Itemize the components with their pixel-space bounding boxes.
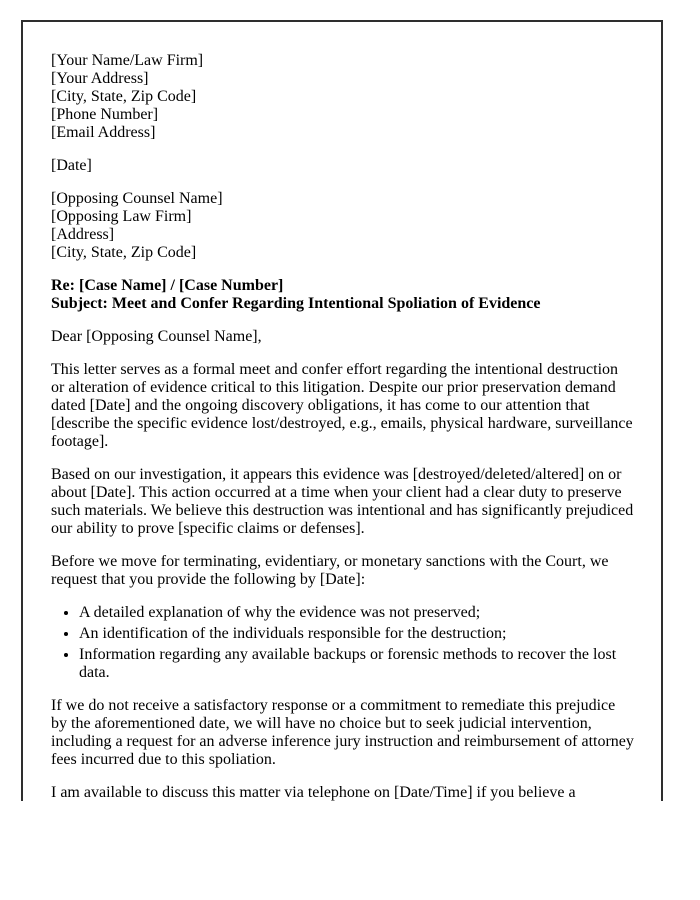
subject-line: Subject: Meet and Confer Regarding Intentional Spoliation of Evidence bbox=[51, 295, 541, 312]
recipient-block bbox=[51, 190, 635, 262]
reference-subject-block bbox=[51, 277, 635, 313]
sender-block bbox=[51, 52, 635, 142]
letter-document bbox=[21, 20, 663, 801]
recipient-address: [Address] bbox=[51, 226, 115, 243]
reference-line: Re: [Case Name] / [Case Number] bbox=[51, 277, 284, 294]
sender-email: [Email Address] bbox=[51, 124, 156, 141]
demand-item-identification: • An identification of the individuals responsible for the destruction; bbox=[79, 625, 635, 643]
body-paragraph-request: Before we move for terminating, evidentiary, or monetary sanctions with the Court, we request that you provide the following by [Date]: bbox=[51, 553, 609, 588]
sender-city-state-zip: [City, State, Zip Code] bbox=[51, 88, 197, 105]
sender-name: [Your Name/Law Firm] bbox=[51, 52, 204, 69]
demand-list bbox=[51, 604, 635, 682]
salutation: Dear [Opposing Counsel Name], bbox=[51, 328, 262, 345]
recipient-name: [Opposing Counsel Name] bbox=[51, 190, 223, 207]
date-line: [Date] bbox=[51, 157, 92, 174]
demand-item-backups: • Information regarding any available backups or forensic methods to recover the lost data. bbox=[79, 646, 635, 682]
demand-item-explanation: • A detailed explanation of why the evidence was not preserved; bbox=[79, 604, 635, 622]
recipient-firm: [Opposing Law Firm] bbox=[51, 208, 192, 225]
sender-address: [Your Address] bbox=[51, 70, 149, 87]
availability-paragraph: I am available to discuss this matter via telephone on [Date/Time] if you believe a bbox=[51, 784, 576, 801]
consequences-paragraph: If we do not receive a satisfactory response or a commitment to remediate this prejudice by the aforementioned date, we will have no choice but to seek judicial intervention, including a request for an adverse inference jury instruction and reimbursement of attorney fees incurred due to this spoliation. bbox=[51, 697, 634, 768]
body-paragraph-intro: This letter serves as a formal meet and confer effort regarding the intentional destruction or alteration of evidence critical to this litigation. Despite our prior preservation demand dated [Date] and the ongoing discovery obligations, it has come to our attention that [describe the specific evidence lost/destroyed, e.g., emails, physical hardware, surveillance footage]. bbox=[51, 361, 633, 450]
recipient-city-state-zip: [City, State, Zip Code] bbox=[51, 244, 197, 261]
body-paragraph-investigation: Based on our investigation, it appears this evidence was [destroyed/deleted/altered] on or about [Date]. This action occurred at a time when your client had a clear duty to preserve such materials. We believe this destruction was intentional and has significantly prejudiced our ability to prove [specific claims or defenses]. bbox=[51, 466, 634, 537]
sender-phone: [Phone Number] bbox=[51, 106, 159, 123]
